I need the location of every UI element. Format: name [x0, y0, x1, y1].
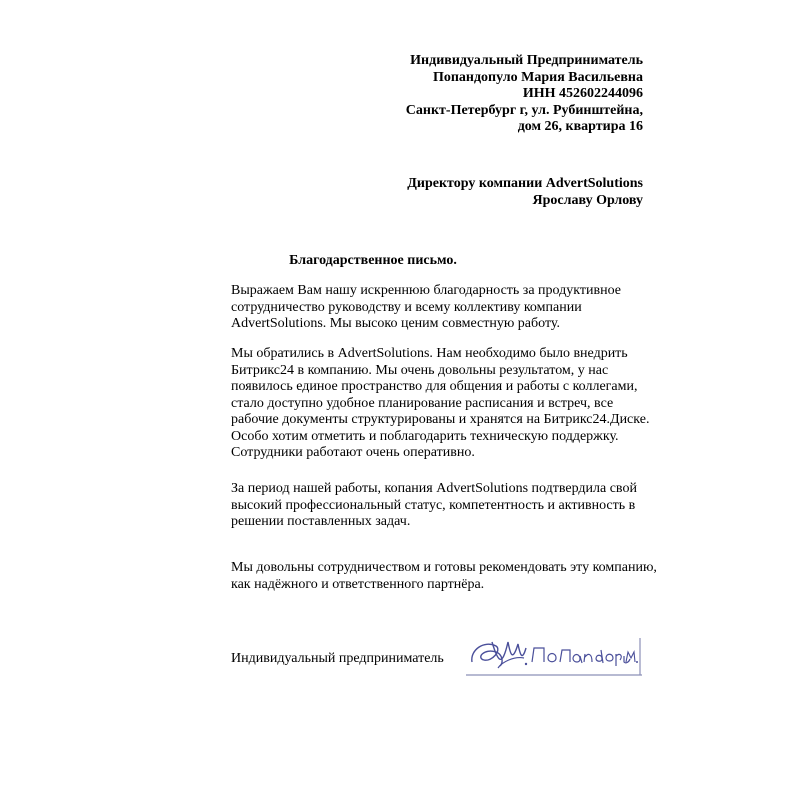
- recipient-line: Директору компании AdvertSolutions: [407, 176, 643, 191]
- recipient-line: Ярославу Орлову: [532, 192, 643, 208]
- signature-icon: [462, 632, 648, 680]
- paragraph-line: Мы довольны сотрудничеством и готовы рекомендовать эту компанию,: [231, 560, 657, 575]
- recipient-block: [407, 176, 643, 209]
- paragraph-status: [231, 481, 637, 531]
- sender-line: дом 26, квартира 16: [517, 119, 643, 134]
- paragraph-line: Битрикс24 в компанию. Мы очень довольны результатом, у нас: [231, 362, 609, 378]
- paragraph-details: [231, 346, 649, 462]
- sender-line: Попандопуло Мария Васильевна: [432, 69, 643, 85]
- paragraph-line: стало доступно удобное планирование расписания и встреч, все: [231, 395, 614, 411]
- paragraph-line: рабочие документы структурированы и хранятся на Битрикс24.Диске.: [231, 412, 650, 427]
- paragraph-line: Особо хотим отметить и поблагодарить техническую поддержку.: [231, 428, 619, 444]
- handwritten-signature: [462, 632, 648, 680]
- paragraph-line: AdvertSolutions. Мы высоко ценим совместную работу.: [231, 316, 560, 331]
- paragraph-line: решении поставленных задач.: [231, 514, 411, 529]
- paragraph-line: Мы обратились в AdvertSolutions. Нам необходимо было внедрить: [231, 346, 628, 361]
- sender-line: Санкт-Петербург г, ул. Рубинштейна,: [405, 102, 643, 118]
- paragraph-line: За период нашей работы, копания AdvertSolutions подтвердила свой: [231, 481, 637, 496]
- signature-label: Индивидуальный предприниматель: [231, 651, 444, 666]
- sender-line: Индивидуальный Предприниматель: [410, 53, 643, 68]
- paragraph-recommendation: [231, 560, 657, 593]
- sender-block: [406, 53, 643, 136]
- paragraph-line: Выражаем Вам нашу искреннюю благодарность за продуктивное: [231, 283, 621, 298]
- sender-line: ИНН 452602244096: [522, 86, 643, 101]
- paragraph-line: высокий профессиональный статус, компетентность и активность в: [231, 497, 636, 513]
- paragraph-line: сотрудничество руководству и всему коллективу компании: [231, 299, 582, 315]
- paragraph-line: Сотрудники работают очень оперативно.: [231, 445, 475, 460]
- paragraph-line: как надёжного и ответственного партнёра.: [231, 576, 485, 592]
- letter-title: Благодарственное письмо.: [289, 253, 457, 268]
- paragraph-line: появилось единое пространство для общения и работы с коллегами,: [231, 379, 638, 394]
- paragraph-gratitude: [231, 283, 621, 333]
